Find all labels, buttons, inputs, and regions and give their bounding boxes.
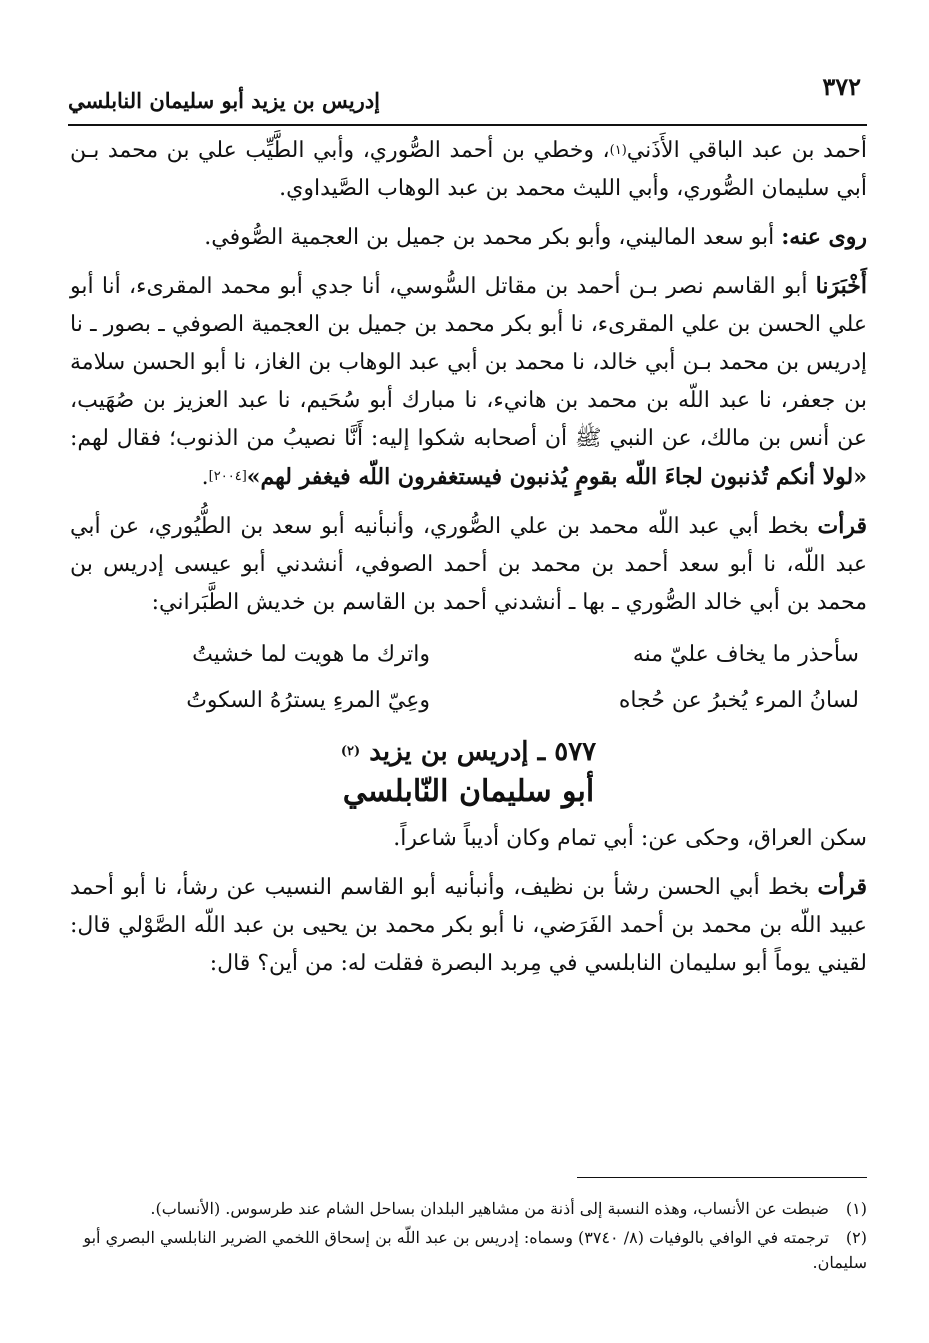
running-title: إدريس بن يزيد أبو سليمان النابلسي <box>68 88 381 113</box>
hadith-text: «لولا أنكم تُذنبون لجاءَ اللّه بقومٍ يُذنبون فيستغفرون اللّه فيغفر لهم» <box>246 464 867 490</box>
paragraph-narrators <box>70 218 867 257</box>
paragraph-teachers <box>70 132 867 208</box>
entry-kunya: أبو سليمان النّابلسي <box>342 774 595 809</box>
page-header <box>68 68 867 126</box>
footnote-marker: (٢) <box>340 744 361 759</box>
footnote-number: (١) <box>845 1199 867 1218</box>
footnote-marker: (١) <box>609 143 627 158</box>
footnote-number: (٢) <box>845 1228 867 1247</box>
paragraph-text: . <box>201 465 209 490</box>
footnote-text: ضبطت عن الأنساب، وهذه النسبة إلى أذنة من مشاهير البلدان بساحل الشام عند طرسوس. (الأنساب). <box>150 1199 829 1218</box>
paragraph-lead: قرأت <box>817 874 867 900</box>
footnote <box>70 1225 867 1275</box>
paragraph-lead: أَخْبَرَنا <box>815 273 867 299</box>
entry-heading <box>70 734 867 814</box>
paragraph-text: بخط أبي الحسن رشأ بن نظيف، وأنبأنيه أبو القاسم النسيب عن رشأ، نا أبو أحمد عبيد اللّه بن محمد بن أحمد الفَرَضي، نا أبو بكر محمد بن يحيى بن عبد اللّه الصَّوْلي قال: لقيني يوماً أبو سليمان النابلسي في مِربد البصرة فقلت له: من أين؟ قال: <box>70 875 867 976</box>
verse-second-half: واترك ما هويت لما خشيتُ <box>192 642 430 667</box>
poem <box>70 632 867 724</box>
poem-verse <box>70 678 867 724</box>
paragraph-lead: قرأت <box>817 513 867 539</box>
entry-number-name <box>70 734 867 770</box>
paragraph-isnad <box>70 267 867 497</box>
paragraph-text: بخط أبي عبد اللّه محمد بن علي الصُّوري، وأنبأنيه أبو سعد بن الطُّيُوري، عن أبي عبد اللّه، نا أبو سعد أحمد بن محمد بن أحمد الصوفي، أنشدني أبو عيسى إدريس بن محمد بن أبي خالد الصُّوري ـ بها ـ أنشدني أحمد بن القاسم بن خديش الطَّبَراني: <box>70 514 867 615</box>
paragraph-anecdote <box>70 868 867 983</box>
paragraph-lead: روى عنه: <box>781 224 867 250</box>
footnote-separator <box>577 1177 867 1178</box>
paragraph-poem-intro <box>70 507 867 622</box>
entry-heading-text: ٥٧٧ ـ إدريس بن يزيد <box>369 737 597 767</box>
paragraph-text: أحمد بن عبد الباقي الأَذَني <box>626 138 868 163</box>
footnotes <box>70 1196 867 1279</box>
footnote-text: ترجمته في الوافي بالوفيات (٨/ ٣٧٤٠) وسماه: إدريس بن عبد اللّه بن إسحاق اللخمي الضرير النابلسي البصري أبو سليمان. <box>83 1228 867 1272</box>
verse-second-half: وعِيّ المرءِ يسترُهُ السكوتُ <box>186 688 430 713</box>
main-text <box>70 132 867 993</box>
verse-first-half: لسانُ المرء يُخبرُ عن حُجاه <box>618 688 859 713</box>
page-number: ٣٧٢ <box>822 72 861 101</box>
footnote <box>70 1196 867 1221</box>
hadith-reference: [٢٠٠٤] <box>208 469 247 484</box>
paragraph-text: سكن العراق، وحكى عن: أبي تمام وكان أديباً شاعراً. <box>393 826 867 851</box>
paragraph-text: أبو القاسم نصر بـن أحمد بن مقاتل السُّوسي، أنا جدي أبو محمد المقرىء، أنا أبو علي الحسن بن علي المقرىء، نا أبو بكر محمد بن جميل بن العجمية الصوفي ـ بصور ـ نا إدريس بن محمد بـن أبي خالد، نا محمد بن أبي عبد الوهاب بن الغاز، نا أبو الحسن سلامة بن جعفر، نا عبد اللّه بن محمد بن هانيء، نا مبارك أبو سُحَيم، نا عبد العزيز بن صُهَيب، عن أنس بن مالك، عن النبي ﷺ أن أصحابه شكوا إليه: أَنَّا نصيبُ من الذنوب؛ فقال لهم: <box>70 274 867 451</box>
paragraph-text: ، وخطي بن أحمد الصُّوري، وأبي الطَّيِّب علي بن محمد بـن أبي سليمان الصُّوري، وأبي الليث محمد بن عبد الوهاب الصَّيداوي. <box>70 138 867 201</box>
paragraph-bio <box>70 820 867 858</box>
paragraph-text: أبو سعد الماليني، وأبو بكر محمد بن جميل بن العجمية الصُّوفي. <box>204 225 782 250</box>
verse-first-half: سأحذر ما يخاف عليّ منه <box>632 642 859 667</box>
poem-verse <box>70 632 867 678</box>
